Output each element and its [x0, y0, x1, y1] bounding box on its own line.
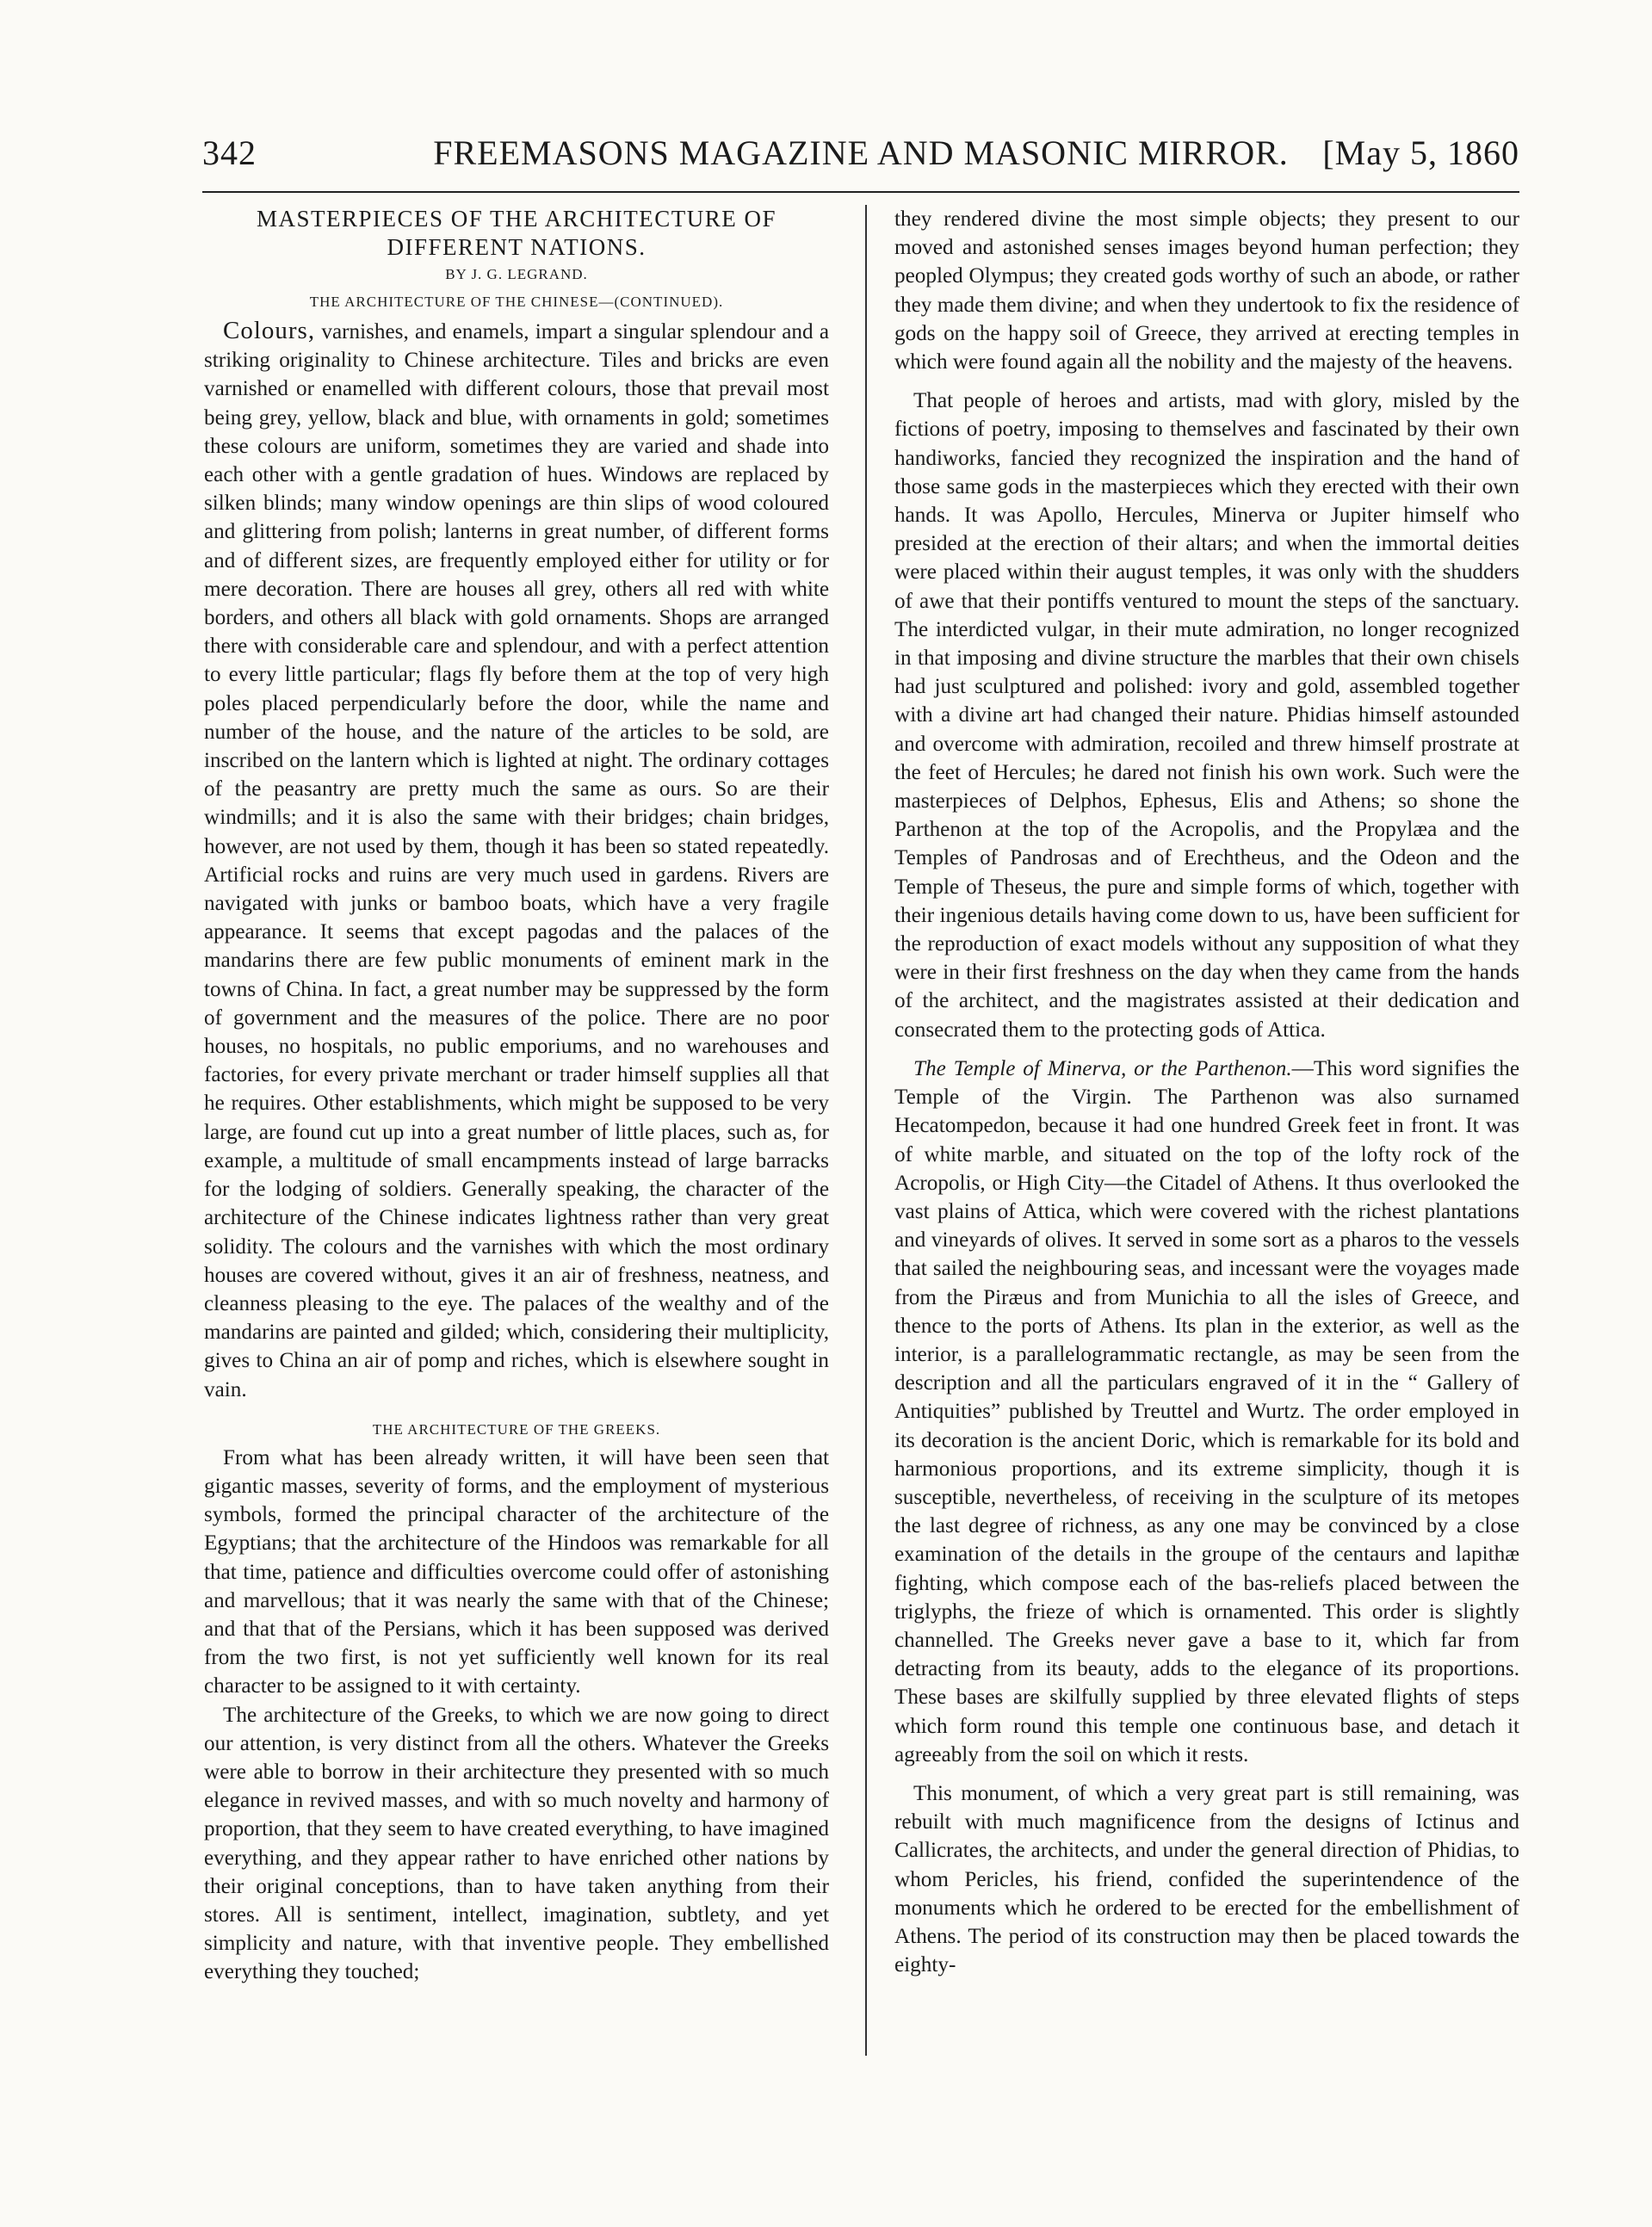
paragraph-greeks-1: From what has been already written, it will have been seen that gigantic masses, severity of forms, and the employment of mysterious symbols, formed the principal character of the architecture of the Egyptians; that the architecture of the Hindoos was remarkable for all that time, patience and difficulties overcome could offer of astonishing and marvellous; that it was nearly the same with that of the Chinese; and that that of the Persians, which it has been supposed was derived from the two first, is not yet sufficiently well known for its real character to be assigned to it with certainty. — [204, 1445, 829, 1698]
right-column — [894, 205, 1519, 1979]
section-heading-chinese: THE ARCHITECTURE OF THE CHINESE—(CONTINUED). — [309, 294, 724, 310]
article-title: MASTERPIECES OF THE ARCHITECTURE OF DIFFERENT NATIONS. — [256, 206, 777, 260]
left-column — [204, 205, 829, 1987]
parthenon-heading: The Temple of Minerva, or the Parthenon. — [913, 1056, 1292, 1080]
paragraph-parthenon — [894, 1055, 1519, 1769]
opening-word: Colours, — [223, 317, 316, 344]
column-rule — [865, 205, 867, 2056]
page-number: 342 — [202, 133, 257, 172]
section-heading-greeks: THE ARCHITECTURE OF THE GREEKS. — [372, 1420, 661, 1438]
paragraph-greeks-2: The architecture of the Greeks, to which we are now going to direct our attention, is very distinct from all the others. Whatever the Greeks were able to borrow in their architecture they presented with so much elegance in revived masses, and with so much novelty and harmony of proportion, that they seem to have created everything, to have imagined everything, and they appear rather to have enriched other nations by their original conceptions, than to have taken anything from their stores. All is sentiment, intellect, imagination, subtlety, and yet simplicity and nature, with that inventive people. They embellished everything they touched; — [204, 1703, 829, 1984]
paragraph-parthenon-text: —This word signifies the Temple of the Virgin. The Parthenon was also surnamed Hecatompedon, because it had one hundred Greek feet in front. It was of white marble, and situated on the top of the lofty rock of the Acropolis, or High City—the Citadel of Athens. It thus overlooked the vast plains of Attica, which were covered with the richest plantations and vineyards of olives. It served in some sort as a pharos to the vessels that sailed the neighbouring seas, and incessant were the voyages made from the Piræus and from Munichia to all the isles of Greece, and thence to the ports of Athens. Its plan in the exterior, as well as the interior, is a parallelogrammatic rectangle, as may be seen from the description and all the particulars engraved of it in the “ Gallery of Antiquities” published by Treuttel and Wurtz. The order employed in its decoration is the ancient Doric, which is remarkable for its bold and harmonious proportions, and its extreme simplicity, though it is susceptible, nevertheless, of receiving in the sculpture of its metopes the last degree of richness, as any one may be convinced by a close examination of the details in the groupe of the centaurs and lapithæ fighting, which compose each of the bas-reliefs placed between the triglyphs, the frieze of which is ornamented. This order is slightly channelled. The Greeks never gave a base to it, which far from detracting from its beauty, adds to the elegance of its proportions. These bases are skilfully supplied by three elevated flights of steps which form round this temple one continuous base, and detach it agreeably from the soil on which it rests. — [894, 1056, 1519, 1766]
header-rule — [202, 191, 1519, 193]
issue-date: [May 5, 1860 — [1322, 133, 1519, 172]
article-byline: BY J. G. LEGRAND. — [445, 266, 588, 282]
publication-title: FREEMASONS MAGAZINE AND MASONIC MIRROR. — [433, 133, 1289, 172]
running-head — [202, 126, 1519, 179]
paragraph-monument: This monument, of which a very great part is still remaining, was rebuilt with much magnificence from the designs of Ictinus and Callicrates, the architects, and under the general direction of Phidias, to whom Pericles, his friend, confided the superintendence of the monuments which he ordered to be erected for the embellishment of Athens. The period of its construction may then be placed towards the eighty- — [894, 1781, 1519, 1977]
paragraph-heroes: That people of heroes and artists, mad with glory, misled by the fictions of poetry, imposing to themselves and fascinated by their own handiworks, fancied they recognized the inspiration and the hand of those same gods in the masterpieces which they erected with their own hands. It was Apollo, Hercules, Minerva or Jupiter himself who presided at the erection of their altars; and when the immortal deities were placed within their august temples, it was only with the shudders of awe that their pontiffs ventured to mount the steps of the sanctuary. The interdicted vulgar, in their mute admiration, no longer recognized in that imposing and divine structure the marbles that their own chisels had just sculptured and polished: ivory and gold, assembled together with a divine art had changed their nature. Phidias himself astounded and overcome with admiration, recoiled and threw himself prostrate at the feet of Hercules; he dared not finish his own work. Such were the masterpieces of Delphos, Ephesus, Elis and Athens; so shone the Parthenon at the top of the Acropolis, and the Propylæa and the Temples of Pandrosas and of Erechtheus, and the Odeon and the Temple of Theseus, the pure and simple forms of which, together with their ingenious details having come down to us, have been sufficient for the reproduction of exact models without any supposition of what they were in their first freshness on the day when they came from the hands of the architect, and the magistrates assisted at their dedication and consecrated them to the protecting gods of Attica. — [894, 389, 1519, 1042]
paragraph-chinese-text: varnishes, and enamels, impart a singular splendour and a striking originality to Chinese architecture. Tiles and bricks are even varnished or enamelled with different colours, those that prevail most being grey, yellow, black and blue, with ornaments in gold; sometimes these colours are uniform, sometimes they are varied and shade into each other with a gentle gradation of hues. Windows are replaced by silken blinds; many window openings are thin slips of wood coloured and glittering from polish; lanterns in great number, of different forms and of different sizes, are frequently employed either for utility or for mere decoration. There are houses all grey, others all red with white borders, and others all black with gold ornaments. Shops are arranged there with considerable care and splendour, and with a perfect attention to every little particular; flags fly before them at the top of very high poles placed perpendicularly before the door, while the name and number of the house, and the nature of the articles to be sold, are inscribed on the lantern which is lighted at night. The ordinary cottages of the peasantry are pretty much the same as ours. So are their windmills; and it is also the same with their bridges; chain bridges, however, are not used by them, though it has been so stated repeatedly. Artificial rocks and ruins are very much used in gardens. Rivers are navigated with junks or bamboo boats, which have a very fragile appearance. It seems that except pagodas and the palaces of the mandarins there are few public monuments of eminent mark in the towns of China. In fact, a great number may be suppressed by the form of government and the measures of the police. There are no poor houses, no hospitals, no public emporiums, and no warehouses and factories, for every private merchant or trader himself supplies all that he requires. Other establishments, which might be supposed to be very large, are found cut up into a great number of little places, such as, for example, a multitude of small encampments instead of large barracks for the lodging of soldiers. Generally speaking, the character of the architecture of the Chinese indicates lightness rather than very great solidity. The colours and the varnishes with which the most ordinary houses are covered without, gives it an air of freshness, neatness, and cleanness pleasing to the eye. The palaces of the wealthy and of the mandarins are painted and gilded; which, considering their multiplicity, gives to China an air of pomp and riches, which is elsewhere sought in vain. — [204, 320, 829, 1401]
paragraph-continued: they rendered divine the most simple objects; they present to our moved and astonished senses images beyond human perfection; they peopled Olympus; they created gods worthy of such an abode, or rather they made them divine; and when they undertook to fix the residence of gods on the happy soil of Greece, they arrived at erecting temples in which were found again all the nobility and the majesty of the heavens. — [894, 207, 1519, 374]
paragraph-chinese — [204, 317, 829, 1404]
